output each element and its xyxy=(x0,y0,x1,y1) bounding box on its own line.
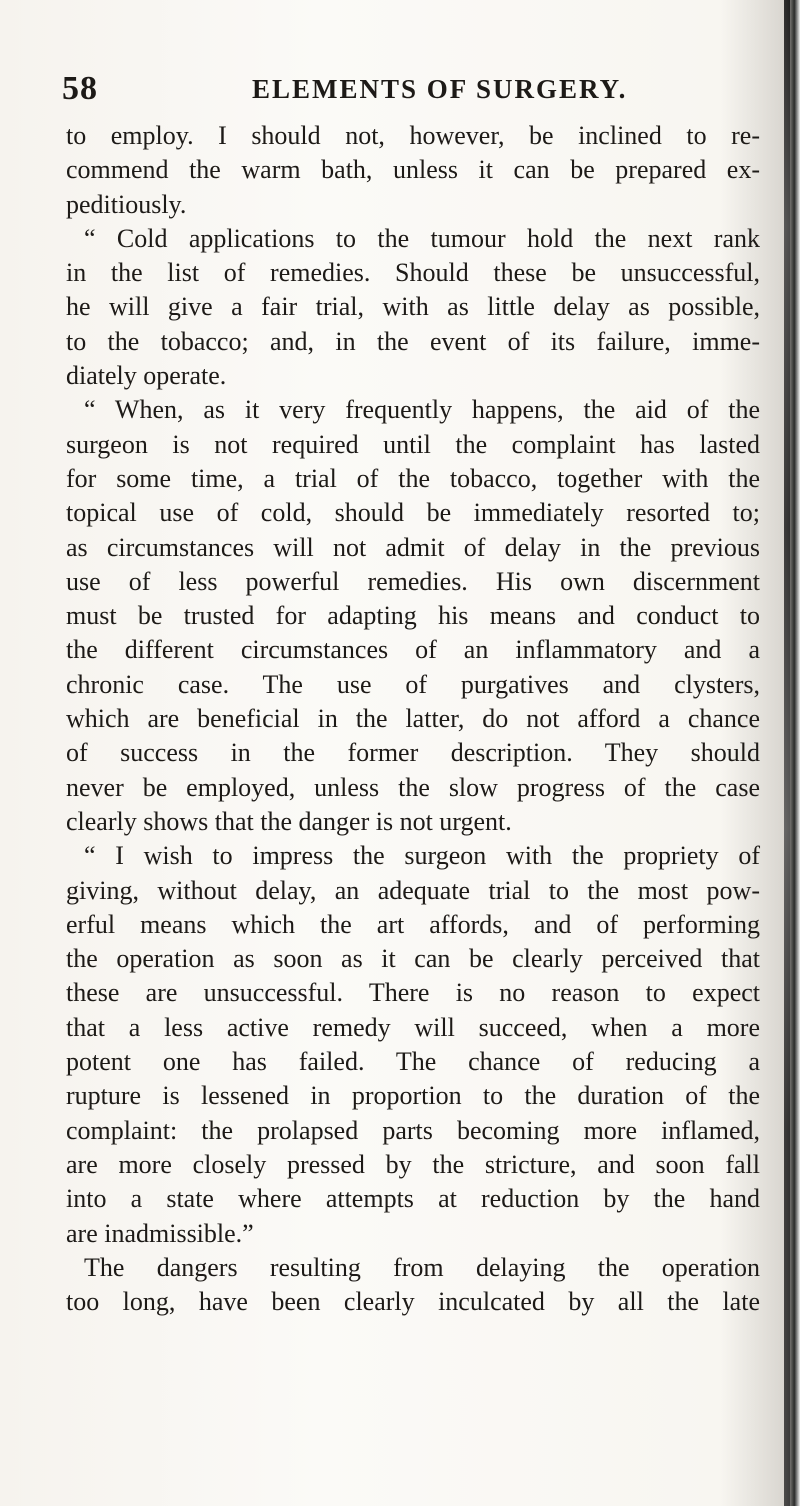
running-title: ELEMENTS OF SURGERY. xyxy=(252,74,628,104)
text-line: in the list of remedies. Should these be unsuccessful, xyxy=(66,258,760,288)
text-line: commend the warm bath, unless it can be prepared ex- xyxy=(66,155,760,185)
text-line: “ I wish to impress the surgeon with the propriety of xyxy=(84,841,760,871)
text-line: that a less active remedy will succeed, when a more xyxy=(66,1012,760,1042)
text-line: the operation as soon as it can be clearly perceived that xyxy=(66,944,760,974)
text-line: too long, have been clearly inculcated by all the late xyxy=(66,1287,760,1317)
text-line: of success in the former description. They should xyxy=(66,738,760,768)
text-line: as circumstances will not admit of delay in the previous xyxy=(66,532,760,562)
paragraph xyxy=(66,222,760,393)
text-line: diately operate. xyxy=(66,361,227,391)
paragraph xyxy=(66,119,760,222)
text-line: use of less powerful remedies. His own discernment xyxy=(66,566,760,596)
paragraph xyxy=(66,393,760,839)
text-line: which are beneficial in the latter, do not afford a chance xyxy=(66,704,760,734)
text-line: are inadmissible.” xyxy=(66,1218,254,1248)
paragraph xyxy=(66,839,760,1251)
text-line: The dangers resulting from delaying the operation xyxy=(84,1252,760,1282)
text-line: complaint: the prolapsed parts becoming more inflamed, xyxy=(66,1115,760,1145)
body-text xyxy=(66,119,760,1319)
text-line: the different circumstances of an inflammatory and a xyxy=(66,635,760,665)
page-edge-shadow xyxy=(784,0,790,1506)
text-line: must be trusted for adapting his means and conduct to xyxy=(66,601,760,631)
text-line: giving, without delay, an adequate trial to the most pow- xyxy=(66,875,760,905)
text-line: into a state where attempts at reduction by the hand xyxy=(66,1184,760,1214)
text-line: surgeon is not required until the complaint has lasted xyxy=(66,429,760,459)
text-line: potent one has failed. The chance of reducing a xyxy=(66,1047,760,1077)
text-line: never be employed, unless the slow progress of the case xyxy=(66,772,760,802)
paragraph xyxy=(66,1251,760,1320)
text-line: are more closely pressed by the stricture, and soon fall xyxy=(66,1149,760,1179)
text-line: topical use of cold, should be immediately resorted to; xyxy=(66,498,760,528)
text-line: for some time, a trial of the tobacco, together with the xyxy=(66,463,760,493)
text-line: peditiously. xyxy=(66,189,187,219)
page-number: 58 xyxy=(62,70,98,107)
text-line: these are unsuccessful. There is no reason to expect xyxy=(66,978,760,1008)
text-line: erful means which the art affords, and of performing xyxy=(66,909,760,939)
text-line: “ Cold applications to the tumour hold the next rank xyxy=(84,223,760,253)
text-line: chronic case. The use of purgatives and clysters, xyxy=(66,669,760,699)
text-line: to the tobacco; and, in the event of its failure, imme- xyxy=(66,326,760,356)
text-line: rupture is lessened in proportion to the duration of the xyxy=(66,1081,760,1111)
text-line: to employ. I should not, however, be inclined to re- xyxy=(66,121,760,150)
text-line: he will give a fair trial, with as little delay as possible, xyxy=(66,292,760,322)
text-line: clearly shows that the danger is not urgent. xyxy=(66,806,512,836)
text-line: “ When, as it very frequently happens, the aid of the xyxy=(84,395,760,425)
